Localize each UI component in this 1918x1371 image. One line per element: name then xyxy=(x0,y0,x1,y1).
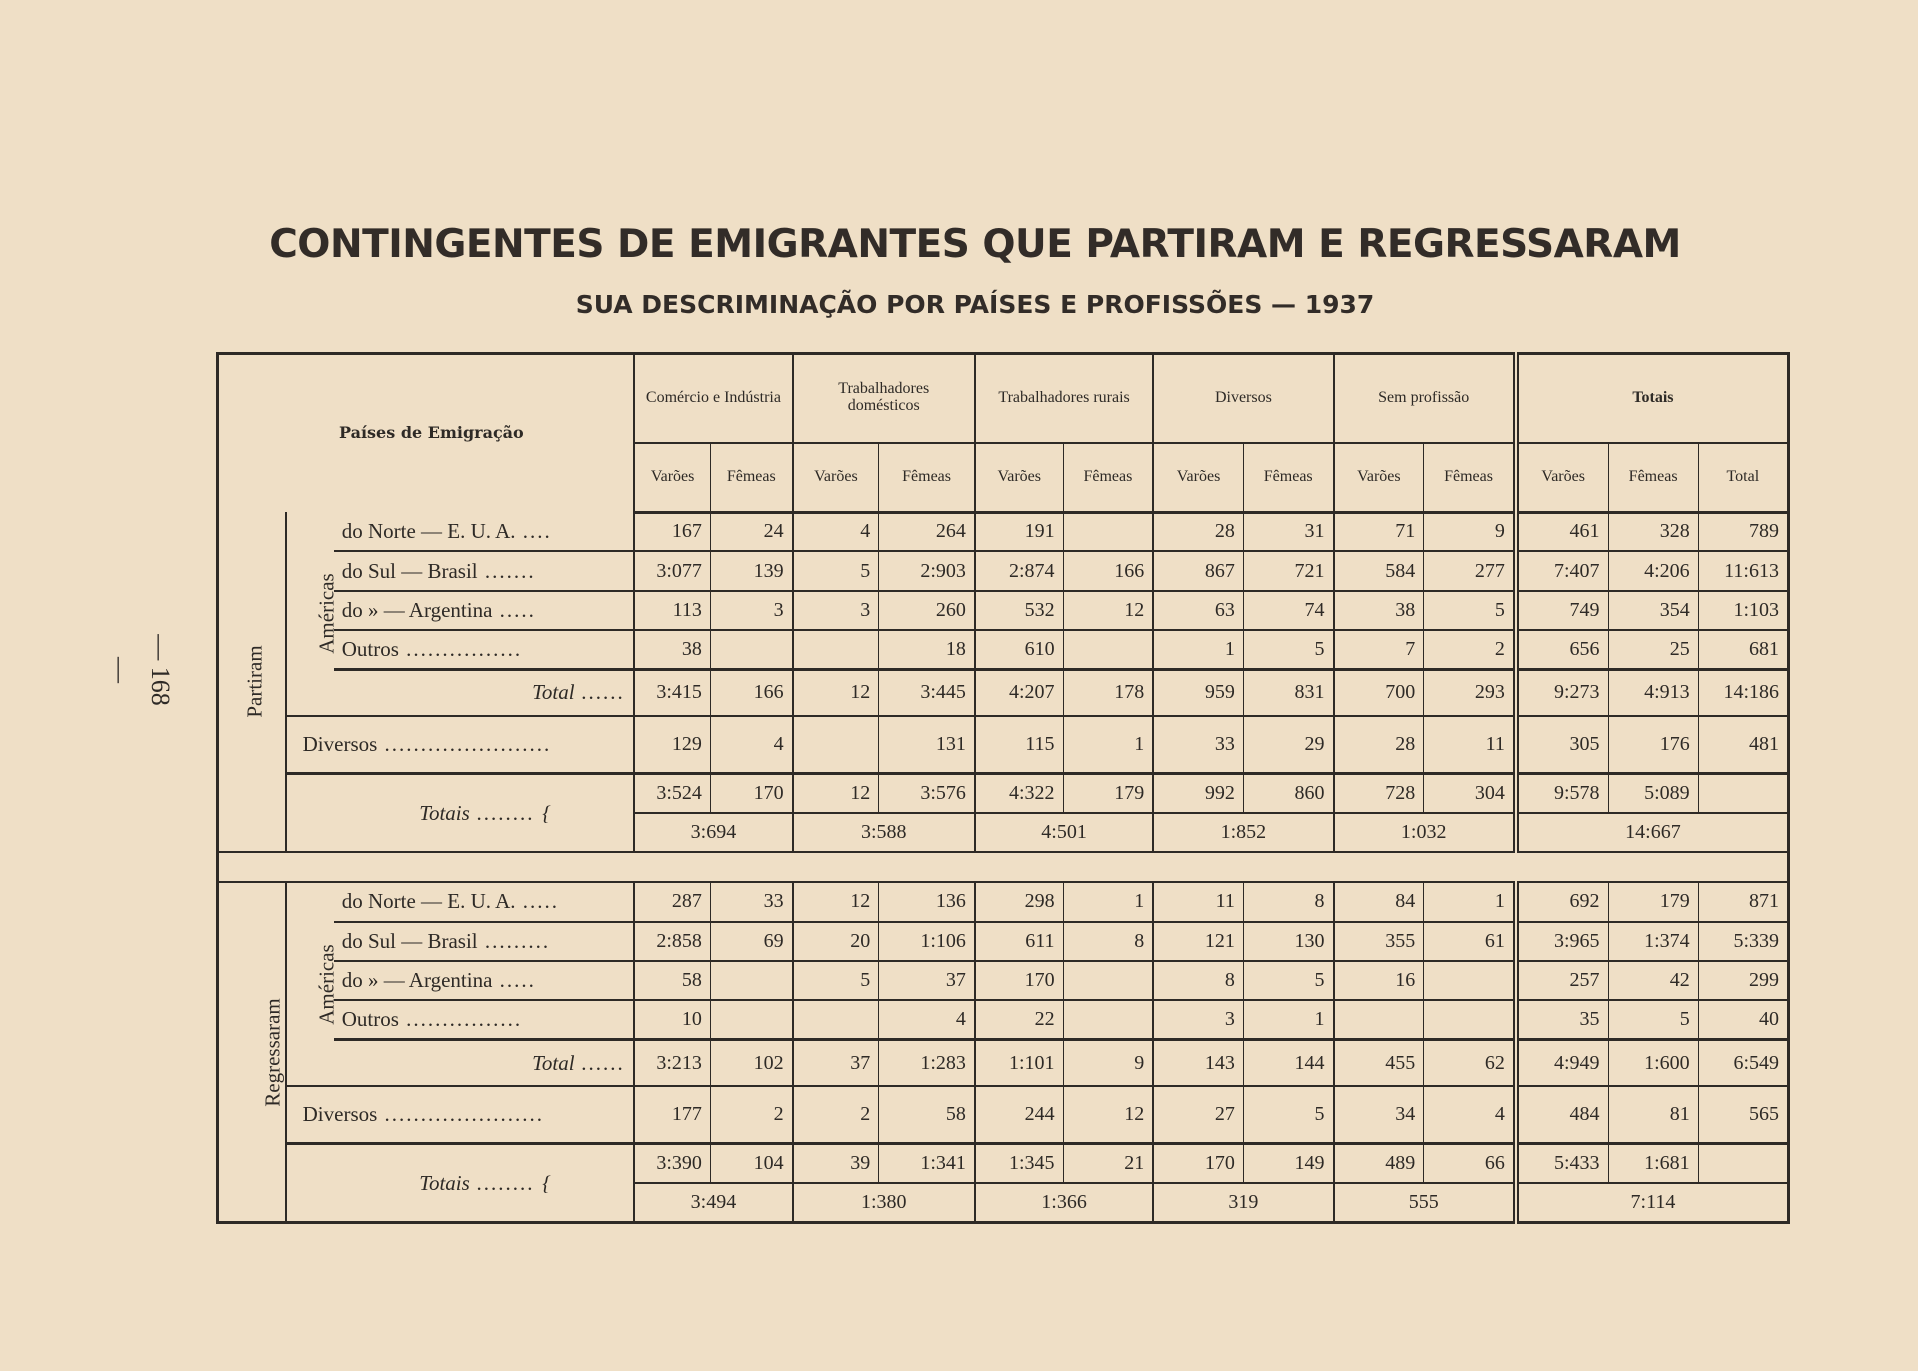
group-total-rurais: 4:501 xyxy=(975,813,1153,852)
cell-domesticos-femeas: 37 xyxy=(879,961,975,1000)
cell-comercio-femeas xyxy=(710,1000,792,1039)
cell-sem-profissao-femeas: 293 xyxy=(1424,669,1516,715)
cell-totais-femeas: 4:913 xyxy=(1608,669,1698,715)
cell-domesticos-femeas: 58 xyxy=(879,1086,975,1144)
cell-comercio-varoes: 3:524 xyxy=(634,773,710,812)
americas-label: Américas xyxy=(314,573,339,654)
col-femeas: Fêmeas xyxy=(1608,443,1698,512)
cell-domesticos-femeas: 3:445 xyxy=(879,669,975,715)
cell-sem-profissao-varoes: 16 xyxy=(1334,961,1424,1000)
page-number: — 168 — xyxy=(106,634,175,706)
cell-sem-profissao-femeas: 62 xyxy=(1424,1040,1516,1086)
cell-totais-femeas: 81 xyxy=(1608,1086,1698,1144)
cell-totais-femeas: 1:600 xyxy=(1608,1040,1698,1086)
cell-diversos-varoes: 170 xyxy=(1153,1144,1243,1183)
cell-totais-total: 871 xyxy=(1698,882,1788,921)
cell-totais-femeas: 4:206 xyxy=(1608,551,1698,590)
col-femeas: Fêmeas xyxy=(710,443,792,512)
cell-diversos-femeas: 831 xyxy=(1243,669,1333,715)
row-label: Diversos ....................... xyxy=(286,716,635,774)
cell-diversos-femeas: 149 xyxy=(1243,1144,1333,1183)
cell-domesticos-varoes: 5 xyxy=(793,551,879,590)
row-label: do » — Argentina ..... xyxy=(334,961,635,1000)
cell-rurais-varoes: 1:101 xyxy=(975,1040,1063,1086)
cell-comercio-femeas xyxy=(710,961,792,1000)
cell-rurais-femeas: 12 xyxy=(1063,1086,1153,1144)
cell-totais-total: 6:549 xyxy=(1698,1040,1788,1086)
cell-sem-profissao-varoes: 34 xyxy=(1334,1086,1424,1144)
cell-sem-profissao-femeas: 277 xyxy=(1424,551,1516,590)
cell-totais-femeas: 42 xyxy=(1608,961,1698,1000)
cell-rurais-femeas: 166 xyxy=(1063,551,1153,590)
section-regressaram xyxy=(218,882,1789,1222)
cell-totais-varoes: 35 xyxy=(1516,1000,1608,1039)
cell-totais-femeas: 5 xyxy=(1608,1000,1698,1039)
row-label: Total ...... xyxy=(334,1040,635,1086)
cell-rurais-varoes: 532 xyxy=(975,591,1063,630)
cell-totais-femeas: 5:089 xyxy=(1608,773,1698,812)
cell-diversos-varoes: 143 xyxy=(1153,1040,1243,1086)
cell-rurais-varoes: 115 xyxy=(975,716,1063,774)
group-total-domesticos: 3:588 xyxy=(793,813,975,852)
cell-diversos-femeas: 860 xyxy=(1243,773,1333,812)
cell-sem-profissao-varoes: 355 xyxy=(1334,922,1424,961)
group-header-rurais: Trabalhadores rurais xyxy=(975,354,1153,443)
cell-domesticos-varoes xyxy=(793,716,879,774)
group-total-domesticos: 1:380 xyxy=(793,1183,975,1222)
cell-totais-femeas: 25 xyxy=(1608,630,1698,669)
table-row xyxy=(218,882,1789,921)
cell-totais-varoes: 461 xyxy=(1516,512,1608,551)
cell-totais-femeas: 1:374 xyxy=(1608,922,1698,961)
cell-comercio-femeas: 170 xyxy=(710,773,792,812)
cell-comercio-varoes: 287 xyxy=(634,882,710,921)
cell-sem-profissao-femeas: 1 xyxy=(1424,882,1516,921)
table-row-total xyxy=(218,669,1789,715)
cell-comercio-varoes: 3:077 xyxy=(634,551,710,590)
cell-sem-profissao-femeas: 4 xyxy=(1424,1086,1516,1144)
cell-comercio-varoes: 167 xyxy=(634,512,710,551)
cell-sem-profissao-femeas: 66 xyxy=(1424,1144,1516,1183)
cell-comercio-varoes: 58 xyxy=(634,961,710,1000)
cell-totais-varoes: 656 xyxy=(1516,630,1608,669)
row-label: Total ...... xyxy=(334,669,635,715)
cell-rurais-femeas: 12 xyxy=(1063,591,1153,630)
cell-totais-varoes: 305 xyxy=(1516,716,1608,774)
cell-rurais-varoes: 4:207 xyxy=(975,669,1063,715)
cell-domesticos-varoes: 5 xyxy=(793,961,879,1000)
cell-sem-profissao-varoes: 728 xyxy=(1334,773,1424,812)
cell-diversos-femeas: 5 xyxy=(1243,1086,1333,1144)
cell-rurais-femeas: 8 xyxy=(1063,922,1153,961)
cell-comercio-varoes: 38 xyxy=(634,630,710,669)
col-varoes: Varões xyxy=(1153,443,1243,512)
cell-diversos-varoes: 63 xyxy=(1153,591,1243,630)
cell-rurais-femeas xyxy=(1063,961,1153,1000)
cell-sem-profissao-varoes: 28 xyxy=(1334,716,1424,774)
col-varoes: Varões xyxy=(1334,443,1424,512)
cell-diversos-varoes: 3 xyxy=(1153,1000,1243,1039)
cell-totais-varoes: 9:273 xyxy=(1516,669,1608,715)
cell-totais-varoes: 4:949 xyxy=(1516,1040,1608,1086)
cell-sem-profissao-femeas: 11 xyxy=(1424,716,1516,774)
table-row-totais xyxy=(218,773,1789,812)
cell-rurais-varoes: 610 xyxy=(975,630,1063,669)
cell-diversos-femeas: 130 xyxy=(1243,922,1333,961)
cell-rurais-femeas xyxy=(1063,1000,1153,1039)
cell-totais-total xyxy=(1698,1144,1788,1183)
cell-comercio-femeas: 104 xyxy=(710,1144,792,1183)
cell-domesticos-varoes: 20 xyxy=(793,922,879,961)
group-total-sem-profissao: 1:032 xyxy=(1334,813,1516,852)
cell-sem-profissao-femeas xyxy=(1424,1000,1516,1039)
cell-totais-total: 1:103 xyxy=(1698,591,1788,630)
cell-comercio-femeas: 3 xyxy=(710,591,792,630)
row-label: do » — Argentina ..... xyxy=(334,591,635,630)
table-row-diversos xyxy=(218,1086,1789,1144)
cell-totais-femeas: 176 xyxy=(1608,716,1698,774)
cell-domesticos-femeas: 2:903 xyxy=(879,551,975,590)
cell-diversos-femeas: 144 xyxy=(1243,1040,1333,1086)
table-row xyxy=(218,630,1789,669)
group-header-diversos: Diversos xyxy=(1153,354,1333,443)
cell-diversos-varoes: 11 xyxy=(1153,882,1243,921)
cell-comercio-femeas: 4 xyxy=(710,716,792,774)
cell-rurais-femeas xyxy=(1063,512,1153,551)
col-varoes: Varões xyxy=(975,443,1063,512)
cell-totais-total xyxy=(1698,773,1788,812)
group-total-diversos: 1:852 xyxy=(1153,813,1333,852)
section-label-regressaram: Regressaram xyxy=(260,997,285,1107)
group-header-domesticos: Trabalhadores domésticos xyxy=(793,354,975,443)
cell-diversos-femeas: 721 xyxy=(1243,551,1333,590)
table-row xyxy=(218,551,1789,590)
section-partiram xyxy=(218,512,1789,852)
cell-comercio-varoes: 3:390 xyxy=(634,1144,710,1183)
cell-diversos-varoes: 992 xyxy=(1153,773,1243,812)
group-header-comercio: Comércio e Indústria xyxy=(634,354,792,443)
cell-comercio-varoes: 177 xyxy=(634,1086,710,1144)
cell-sem-profissao-varoes: 584 xyxy=(1334,551,1424,590)
cell-domesticos-femeas: 18 xyxy=(879,630,975,669)
cell-totais-total: 40 xyxy=(1698,1000,1788,1039)
cell-sem-profissao-femeas: 2 xyxy=(1424,630,1516,669)
cell-sem-profissao-varoes: 38 xyxy=(1334,591,1424,630)
cell-diversos-varoes: 33 xyxy=(1153,716,1243,774)
cell-domesticos-femeas: 3:576 xyxy=(879,773,975,812)
col-femeas: Fêmeas xyxy=(1063,443,1153,512)
table-row xyxy=(218,512,1789,551)
row-label: Totais ........ { xyxy=(286,1144,635,1223)
cell-domesticos-varoes: 12 xyxy=(793,669,879,715)
cell-totais-total: 5:339 xyxy=(1698,922,1788,961)
cell-rurais-femeas: 1 xyxy=(1063,882,1153,921)
cell-domesticos-varoes: 4 xyxy=(793,512,879,551)
cell-totais-total: 481 xyxy=(1698,716,1788,774)
cell-rurais-femeas xyxy=(1063,630,1153,669)
cell-totais-total: 299 xyxy=(1698,961,1788,1000)
cell-comercio-femeas: 102 xyxy=(710,1040,792,1086)
cell-domesticos-varoes xyxy=(793,630,879,669)
emigration-table xyxy=(216,352,1790,1224)
cell-comercio-varoes: 10 xyxy=(634,1000,710,1039)
cell-domesticos-varoes: 12 xyxy=(793,882,879,921)
cell-rurais-femeas: 1 xyxy=(1063,716,1153,774)
cell-rurais-varoes: 244 xyxy=(975,1086,1063,1144)
table-row xyxy=(218,591,1789,630)
cell-sem-profissao-femeas: 5 xyxy=(1424,591,1516,630)
cell-rurais-varoes: 191 xyxy=(975,512,1063,551)
cell-rurais-femeas: 178 xyxy=(1063,669,1153,715)
cell-diversos-femeas: 1 xyxy=(1243,1000,1333,1039)
table-row xyxy=(218,961,1789,1000)
cell-diversos-femeas: 74 xyxy=(1243,591,1333,630)
cell-rurais-varoes: 170 xyxy=(975,961,1063,1000)
table-row-diversos xyxy=(218,716,1789,774)
cell-comercio-femeas: 139 xyxy=(710,551,792,590)
cell-domesticos-varoes: 3 xyxy=(793,591,879,630)
cell-comercio-femeas xyxy=(710,630,792,669)
cell-comercio-femeas: 24 xyxy=(710,512,792,551)
cell-sem-profissao-varoes: 489 xyxy=(1334,1144,1424,1183)
cell-comercio-varoes: 113 xyxy=(634,591,710,630)
cell-diversos-varoes: 27 xyxy=(1153,1086,1243,1144)
cell-diversos-varoes: 1 xyxy=(1153,630,1243,669)
group-total-rurais: 1:366 xyxy=(975,1183,1153,1222)
cell-diversos-femeas: 5 xyxy=(1243,630,1333,669)
group-total-comercio: 3:494 xyxy=(634,1183,792,1222)
cell-totais-femeas: 354 xyxy=(1608,591,1698,630)
cell-totais-total: 565 xyxy=(1698,1086,1788,1144)
row-label: Outros ................ xyxy=(334,630,635,669)
cell-comercio-varoes: 2:858 xyxy=(634,922,710,961)
cell-sem-profissao-varoes: 7 xyxy=(1334,630,1424,669)
cell-sem-profissao-femeas xyxy=(1424,961,1516,1000)
cell-comercio-varoes: 3:213 xyxy=(634,1040,710,1086)
cell-diversos-femeas: 31 xyxy=(1243,512,1333,551)
cell-domesticos-varoes: 12 xyxy=(793,773,879,812)
cell-diversos-varoes: 959 xyxy=(1153,669,1243,715)
cell-comercio-femeas: 2 xyxy=(710,1086,792,1144)
table-row xyxy=(218,922,1789,961)
group-total-totais: 14:667 xyxy=(1516,813,1789,852)
cell-rurais-varoes: 1:345 xyxy=(975,1144,1063,1183)
cell-domesticos-femeas: 1:106 xyxy=(879,922,975,961)
cell-domesticos-varoes: 39 xyxy=(793,1144,879,1183)
page-subtitle: SUA DESCRIMINAÇÃO POR PAÍSES E PROFISSÕES — 1937 xyxy=(575,290,1375,319)
cell-domesticos-femeas: 136 xyxy=(879,882,975,921)
cell-totais-varoes: 692 xyxy=(1516,882,1608,921)
cell-domesticos-femeas: 1:283 xyxy=(879,1040,975,1086)
col-varoes: Varões xyxy=(793,443,879,512)
cell-rurais-varoes: 4:322 xyxy=(975,773,1063,812)
cell-rurais-varoes: 611 xyxy=(975,922,1063,961)
table-row-total xyxy=(218,1040,1789,1086)
cell-domesticos-varoes: 2 xyxy=(793,1086,879,1144)
section-separator xyxy=(218,852,1789,882)
cell-diversos-varoes: 8 xyxy=(1153,961,1243,1000)
page-title: CONTINGENTES DE EMIGRANTES QUE PARTIRAM E REGRESSARAM xyxy=(269,222,1681,267)
cell-comercio-varoes: 3:415 xyxy=(634,669,710,715)
row-label: Totais ........ { xyxy=(286,773,635,852)
row-label: do Norte — E. U. A. .... xyxy=(341,518,552,543)
cell-totais-total: 11:613 xyxy=(1698,551,1788,590)
cell-diversos-femeas: 5 xyxy=(1243,961,1333,1000)
cell-totais-femeas: 328 xyxy=(1608,512,1698,551)
table-row-totais xyxy=(218,1144,1789,1183)
cell-totais-total: 14:186 xyxy=(1698,669,1788,715)
cell-rurais-varoes: 2:874 xyxy=(975,551,1063,590)
group-total-diversos: 319 xyxy=(1153,1183,1333,1222)
col-femeas: Fêmeas xyxy=(1243,443,1333,512)
group-total-sem-profissao: 555 xyxy=(1334,1183,1516,1222)
cell-rurais-varoes: 22 xyxy=(975,1000,1063,1039)
col-varoes: Varões xyxy=(1516,443,1608,512)
group-total-totais: 7:114 xyxy=(1516,1183,1789,1222)
cell-comercio-varoes: 129 xyxy=(634,716,710,774)
group-header-sem-profissao: Sem profissão xyxy=(1334,354,1516,443)
cell-diversos-varoes: 28 xyxy=(1153,512,1243,551)
cell-totais-varoes: 5:433 xyxy=(1516,1144,1608,1183)
cell-rurais-femeas: 9 xyxy=(1063,1040,1153,1086)
cell-totais-varoes: 257 xyxy=(1516,961,1608,1000)
cell-sem-profissao-femeas: 9 xyxy=(1424,512,1516,551)
row-label: do Norte — E. U. A. ..... xyxy=(341,889,560,914)
cell-diversos-femeas: 8 xyxy=(1243,882,1333,921)
cell-sem-profissao-femeas: 304 xyxy=(1424,773,1516,812)
cell-totais-varoes: 7:407 xyxy=(1516,551,1608,590)
cell-comercio-femeas: 166 xyxy=(710,669,792,715)
americas-label: Américas xyxy=(314,943,339,1025)
cell-sem-profissao-varoes: 700 xyxy=(1334,669,1424,715)
cell-totais-total: 789 xyxy=(1698,512,1788,551)
cell-rurais-femeas: 179 xyxy=(1063,773,1153,812)
cell-rurais-femeas: 21 xyxy=(1063,1144,1153,1183)
cell-domesticos-femeas: 4 xyxy=(879,1000,975,1039)
cell-domesticos-varoes xyxy=(793,1000,879,1039)
row-label: do Sul — Brasil ......... xyxy=(334,922,635,961)
group-total-comercio: 3:694 xyxy=(634,813,792,852)
cell-domesticos-femeas: 260 xyxy=(879,591,975,630)
cell-sem-profissao-varoes: 71 xyxy=(1334,512,1424,551)
row-label: do Sul — Brasil ....... xyxy=(334,551,635,590)
cell-comercio-femeas: 33 xyxy=(710,882,792,921)
cell-diversos-femeas: 29 xyxy=(1243,716,1333,774)
row-label: Diversos ...................... xyxy=(286,1086,635,1144)
cell-comercio-femeas: 69 xyxy=(710,922,792,961)
cell-sem-profissao-varoes: 455 xyxy=(1334,1040,1424,1086)
cell-domesticos-femeas: 131 xyxy=(879,716,975,774)
cell-totais-varoes: 749 xyxy=(1516,591,1608,630)
cell-diversos-varoes: 867 xyxy=(1153,551,1243,590)
row-label: Outros ................ xyxy=(334,1000,635,1039)
cell-domesticos-femeas: 1:341 xyxy=(879,1144,975,1183)
table-row xyxy=(218,1000,1789,1039)
cell-rurais-varoes: 298 xyxy=(975,882,1063,921)
cell-totais-varoes: 484 xyxy=(1516,1086,1608,1144)
cell-totais-femeas: 1:681 xyxy=(1608,1144,1698,1183)
cell-totais-varoes: 9:578 xyxy=(1516,773,1608,812)
countries-header: Países de Emigração xyxy=(339,423,524,443)
cell-domesticos-femeas: 264 xyxy=(879,512,975,551)
cell-sem-profissao-femeas: 61 xyxy=(1424,922,1516,961)
cell-diversos-varoes: 121 xyxy=(1153,922,1243,961)
section-label-partiram: Partiram xyxy=(242,645,267,718)
cell-totais-varoes: 3:965 xyxy=(1516,922,1608,961)
group-header-totais: Totais xyxy=(1516,354,1789,443)
cell-sem-profissao-varoes: 84 xyxy=(1334,882,1424,921)
cell-totais-femeas: 179 xyxy=(1608,882,1698,921)
cell-totais-total: 681 xyxy=(1698,630,1788,669)
col-femeas: Fêmeas xyxy=(879,443,975,512)
cell-domesticos-varoes: 37 xyxy=(793,1040,879,1086)
col-varoes: Varões xyxy=(634,443,710,512)
col-femeas: Fêmeas xyxy=(1424,443,1516,512)
cell-sem-profissao-varoes xyxy=(1334,1000,1424,1039)
col-total: Total xyxy=(1698,443,1788,512)
